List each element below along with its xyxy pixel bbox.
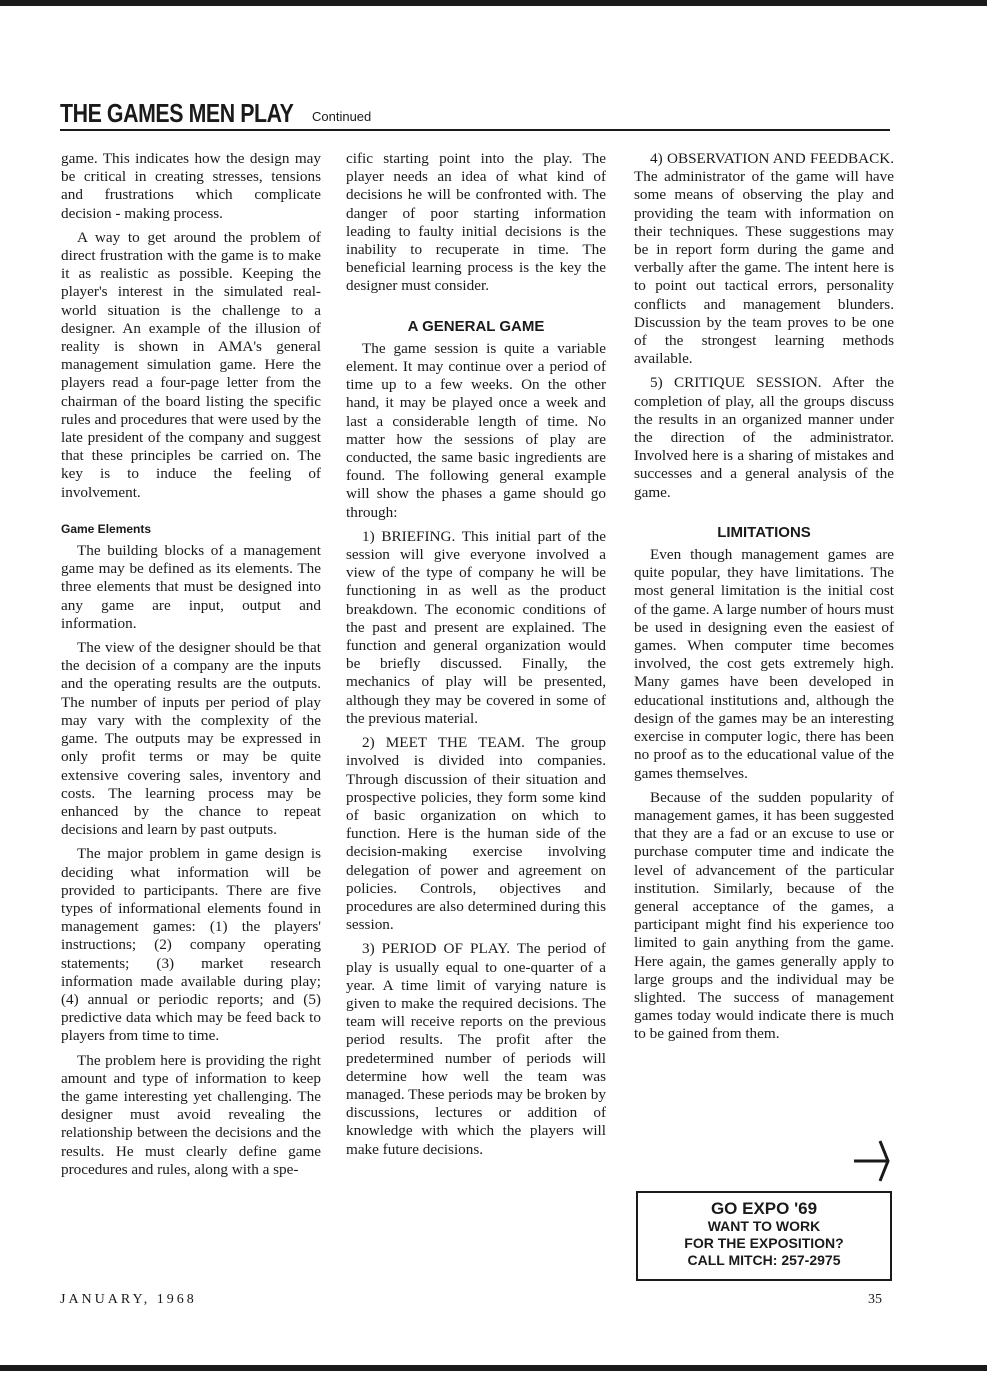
expo-ad-box	[636, 1191, 892, 1281]
ad-line: WANT TO WORK	[707, 1218, 821, 1234]
continued-label: Continued	[312, 109, 372, 124]
ad-contact: CALL MITCH: 257-2975	[687, 1252, 841, 1268]
end-arrow-icon	[852, 1139, 892, 1183]
column-1	[61, 150, 321, 1185]
paragraph: 5) CRITIQUE SESSION. After the completion of play, all the groups discuss the results in an organized manner under the direction of the administrator. Involved here is a sharing of mistakes and successes and a general analysis of the game.	[634, 374, 894, 501]
paragraph: game. This indicates how the design may be critical in creating stresses, tensions and frustrations which complicate decision - making process.	[61, 150, 321, 222]
ad-line: FOR THE EXPOSITION?	[684, 1235, 844, 1251]
column-3	[634, 150, 894, 1050]
paragraph: 1) BRIEFING. This initial part of the session will give everyone involved a view of the type of company he will be functioning in as well as the product breakdown. The economic conditions of the past and present are explained. The function and general organization would be briefly discussed. Finally, the mechanics of play will be presented, although they may be covered in some of the previous material.	[346, 527, 606, 727]
ad-headline: GO EXPO '69	[710, 1199, 818, 1218]
paragraph: The view of the designer should be that the decision of a company are the inputs and the operating results are the outputs. The number of inputs per period of play may vary with the complexity of the game. The outputs may be expressed in only profit terms or may be quite extensive covering sales, inventory and costs. The learning process may be enhanced by the chance to repeat decisions and learn by past outputs.	[61, 639, 321, 839]
paragraph: The game session is quite a variable element. It may continue over a period of time up to a few weeks. On the other hand, it may be played once a week and last a considerable length of time. No matter how the sessions of play are conducted, the same basic ingredients are found. The following general example will show the phases a game should go through:	[346, 339, 606, 521]
article-header	[60, 98, 372, 129]
section-heading-general-game: A GENERAL GAME	[407, 317, 545, 335]
paragraph: cific starting point into the play. The player needs an idea of what kind of decisions he will be confronted with. The danger of poor starting information leading to faulty initial decisions is the inability to recuperate in time. The beneficial learning process is the key the designer must consider.	[346, 150, 606, 295]
article-title: THE GAMES MEN PLAY	[60, 98, 294, 128]
paragraph: 2) MEET THE TEAM. The group involved is divided into companies. Through discussion of their situation and prospective policies, they form some kind of basic organization on which to function. Here is the human side of the decision-making exercise involving delegation of power and agreement on policies. Controls, objectives and procedures are also determined during this session.	[346, 734, 606, 934]
paragraph: 4) OBSERVATION AND FEEDBACK. The administrator of the game will have some means of observing the play and providing the team with information on their techniques. These suggestions may be in report form during the game and verbally after the game. The intent here is to point out tactical errors, personality conflicts and management blunders. Discussion by the team proves to be one of the strongest learning methods available.	[634, 150, 894, 368]
paragraph: Even though management games are quite popular, they have limitations. The most general limitation is the initial cost of the game. A large number of hours must be used in designing even the easiest of games. When computer time becomes involved, the cost gets extremely high. Many games have been developed in educational institutions and, although the design of the games may be an interesting exercise in computer logic, there has been no proof as to the educational value of the games themselves.	[634, 546, 894, 782]
bottom-border	[0, 1365, 987, 1371]
section-heading-limitations: LIMITATIONS	[717, 523, 811, 541]
column-2	[346, 150, 606, 1165]
paragraph: The problem here is providing the right amount and type of information to keep the game interesting yet challenging. The designer must avoid revealing the relationship between the decisions and the results. He must clearly define game procedures and rules, along with a spe-	[61, 1051, 321, 1178]
page-number: 35	[868, 1292, 882, 1307]
paragraph: Because of the sudden popularity of management games, it has been suggested that they are a fad or an excuse to use or purchase computer time and indicate the level of advancement of the particular institution. Similarly, because of the general acceptance of the games, a participant might find his experience too limited to gain anything from the game. Here again, the games generally apply to large groups and the individual may be slighted. The success of management games today would indicate there is much to be gained from them.	[634, 788, 894, 1043]
paragraph: The major problem in game design is deciding what information will be provided to participants. There are five types of informational elements found in management games: (1) the players' instructions; (2) company operating statements; (3) market research information made available during play; (4) annual or periodic reports; and (5) predictive data which may be feed back to players from time to time.	[61, 845, 321, 1045]
paragraph: 3) PERIOD OF PLAY. The period of play is usually equal to one-quarter of a year. A time limit of varying nature is given to make the required decisions. The team will receive reports on the previous period results. The profit after the predetermined number of periods will determine how well the team was managed. These periods may be broken by discussions, lectures or addition of knowledge with which the players will make future decisions.	[346, 940, 606, 1158]
header-rule	[60, 129, 890, 131]
top-border	[0, 0, 987, 6]
subheading-game-elements: Game Elements	[61, 521, 152, 536]
issue-date: JANUARY, 1968	[60, 1292, 197, 1307]
paragraph: A way to get around the problem of direct frustration with the game is to make it as realistic as possible. Keeping the player's interest in the simulated real-world situation is the challenge to a designer. An example of the illusion of reality is shown in AMA's general management simulation game. Here the players read a four-page letter from the chairman of the board listing the specific rules and procedures that were used by the late president of the company and suggest that these principles be carried on. The key is to induce the feeling of involvement.	[61, 228, 321, 501]
paragraph: The building blocks of a management game may be defined as its elements. The three elements that must be designed into any game are input, output and information.	[61, 542, 321, 632]
